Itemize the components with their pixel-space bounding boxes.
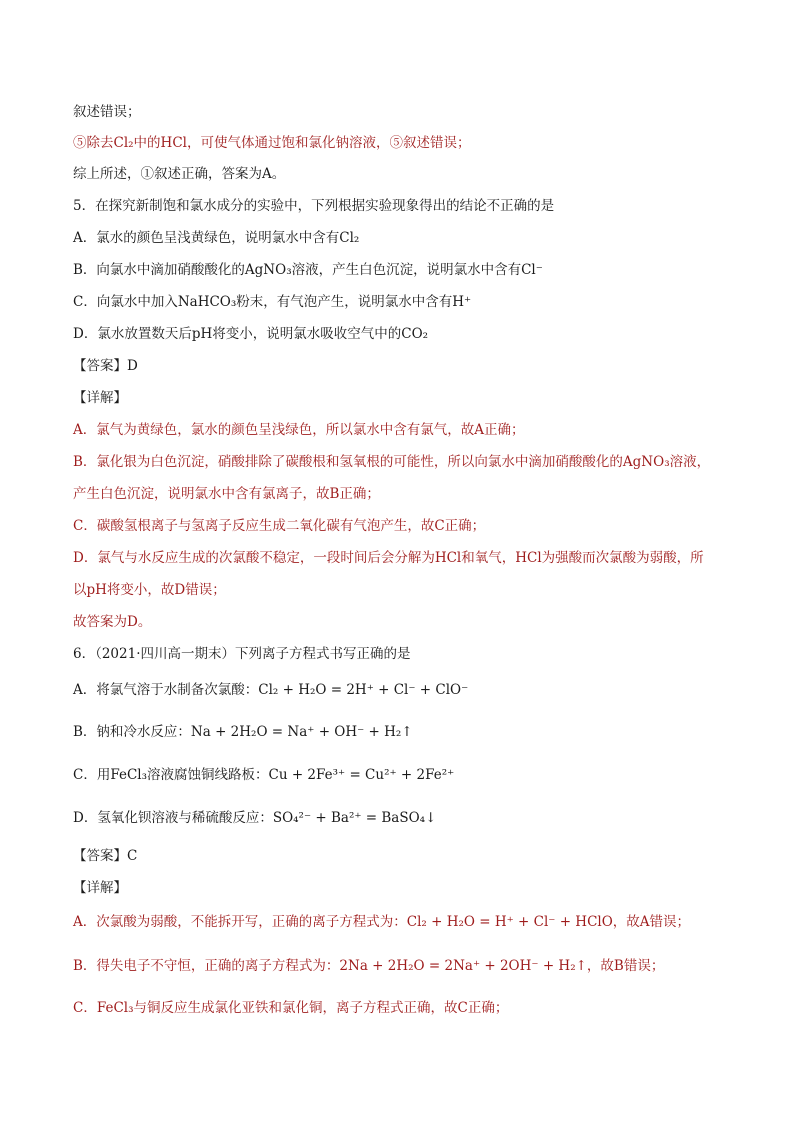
text-line-6: C．向氯水中加入NaHCO₃粉末，有气泡产生，说明氯水中含有H⁺	[73, 294, 472, 310]
text-line-21: D．氢氧化钡溶液与稀硫酸反应：SO₄²⁻ + Ba²⁺ = BaSO₄↓	[73, 810, 437, 826]
text-line-22: 【答案】C	[73, 848, 138, 864]
text-line-19: B．钠和冷水反应：Na + 2H₂O = Na⁺ + OH⁻ + H₂↑	[73, 724, 413, 740]
text-line-8: 【答案】D	[73, 358, 138, 374]
text-line-9: 【详解】	[73, 390, 127, 406]
text-line-11: B．氯化银为白色沉淀，硝酸排除了碳酸根和氢氧根的可能性，所以向氯水中滴加硝酸酸化的AgNO₃溶液，	[73, 454, 711, 470]
text-line-15: 以pH将变小，故D错误；	[73, 582, 226, 598]
text-line-24: A．次氯酸为弱酸，不能拆开写，正确的离子方程式为：Cl₂ + H₂O = H⁺ + Cl⁻ + HClO，故A错误；	[73, 914, 691, 930]
text-line-25: B．得失电子不守恒，正确的离子方程式为：2Na + 2H₂O = 2Na⁺ + 2OH⁻ + H₂↑，故B错误；	[73, 958, 665, 974]
text-line-26: C．FeCl₃与铜反应生成氯化亚铁和氯化铜，离子方程式正确，故C正确；	[73, 1000, 509, 1016]
text-line-18: A．将氯气溶于水制备次氯酸：Cl₂ + H₂O = 2H⁺ + Cl⁻ + ClO⁻	[73, 682, 469, 698]
text-line-4: A．氯水的颜色呈浅黄绿色，说明氯水中含有Cl₂	[73, 230, 360, 246]
text-line-1: ⑤除去Cl₂中的HCl，可使气体通过饱和氯化钠溶液，⑤叙述错误；	[73, 135, 471, 151]
text-line-17: 6．（2021·四川高一期末）下列离子方程式书写正确的是	[73, 646, 411, 662]
text-line-5: B．向氯水中滴加硝酸酸化的AgNO₃溶液，产生白色沉淀，说明氯水中含有Cl⁻	[73, 262, 543, 278]
text-line-10: A．氯气为黄绿色，氯水的颜色呈浅绿色，所以氯水中含有氯气，故A正确；	[73, 422, 525, 438]
text-line-7: D．氯水放置数天后pH将变小，说明氯水吸收空气中的CO₂	[73, 326, 429, 342]
text-line-14: D．氯气与水反应生成的次氯酸不稳定，一段时间后会分解为HCl和氧气，HCl为强酸而次氯酸为弱酸，所	[73, 550, 704, 566]
text-line-23: 【详解】	[73, 880, 127, 896]
text-line-20: C．用FeCl₃溶液腐蚀铜线路板：Cu + 2Fe³⁺ = Cu²⁺ + 2Fe²⁺	[73, 767, 455, 783]
text-line-16: 故答案为D。	[73, 614, 152, 630]
text-line-3: 5．在探究新制饱和氯水成分的实验中，下列根据实验现象得出的结论不正确的是	[73, 198, 555, 214]
text-line-13: C．碳酸氢根离子与氢离子反应生成二氧化碳有气泡产生，故C正确；	[73, 518, 486, 534]
text-line-12: 产生白色沉淀，说明氯水中含有氯离子，故B正确；	[73, 486, 380, 502]
text-line-2: 综上所述，①叙述正确，答案为A。	[73, 166, 286, 182]
text-line-0: 叙述错误；	[73, 104, 141, 120]
